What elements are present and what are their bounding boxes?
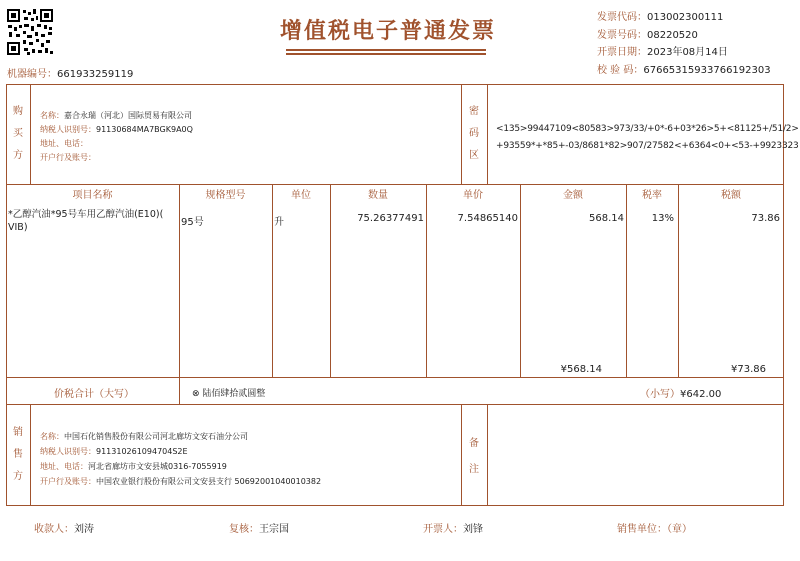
item-price: 7.54865140 bbox=[457, 213, 518, 224]
seller-name: 中国石化销售股份有限公司河北廊坊文安石油分公司 bbox=[64, 432, 248, 441]
machine-number bbox=[7, 65, 133, 80]
buyer-label-char: 方 bbox=[13, 150, 23, 161]
invoice-number: 08220520 bbox=[647, 29, 698, 41]
item-rate: 13% bbox=[651, 213, 674, 224]
payee-name: 刘涛 bbox=[74, 524, 94, 535]
reviewer-label: 复核： bbox=[229, 524, 259, 535]
reviewer-name: 王宗国 bbox=[259, 524, 289, 535]
buyer-bank-row bbox=[40, 152, 96, 163]
buyer-name-row bbox=[40, 110, 192, 121]
title-underline-2 bbox=[286, 53, 486, 55]
seller-bank: 中国农业银行股份有限公司文安县支行 50692001040010382 bbox=[96, 477, 322, 486]
col-divider bbox=[179, 184, 180, 377]
col-divider bbox=[272, 184, 273, 377]
remark-section-label bbox=[467, 431, 481, 483]
seller-taxid-label: 纳税人识别号： bbox=[40, 447, 96, 456]
seller-section-label bbox=[11, 422, 25, 488]
issuer-label: 开票人： bbox=[423, 524, 463, 535]
seller-taxid-row bbox=[40, 446, 188, 457]
buyer-taxid-row bbox=[40, 124, 193, 135]
col-header-unit: 单位 bbox=[291, 190, 311, 201]
divider-total-label bbox=[179, 377, 180, 404]
item-unit: 升 bbox=[274, 217, 284, 228]
item-amount: 568.14 bbox=[589, 213, 624, 224]
item-name-line2: VIB) bbox=[8, 222, 28, 233]
remark-label-char: 备 bbox=[469, 438, 479, 449]
item-name-line1: *乙醇汽油*95号车用乙醇汽油(E10)( bbox=[8, 209, 164, 220]
total-small-label: （小写） bbox=[640, 389, 680, 400]
issue-date: 2023年08月14日 bbox=[647, 47, 728, 58]
seller-taxid: 911310261094704S2E bbox=[96, 447, 188, 456]
issue-date-row bbox=[597, 44, 771, 62]
divider-buyer-password bbox=[461, 84, 462, 184]
password-line: <135>99447109<80583>973/33/+0*-6+03*26>5+<81125+/51/2> bbox=[496, 124, 799, 134]
seller-bank-label: 开户行及账号： bbox=[40, 477, 96, 486]
total-circle-x-icon: ⊗ bbox=[192, 389, 200, 399]
title-underline-1 bbox=[286, 49, 486, 51]
payee-label: 收款人： bbox=[34, 524, 74, 535]
password-label-char: 码 bbox=[469, 128, 479, 139]
issuer bbox=[423, 520, 483, 535]
col-header-amount: 金额 bbox=[563, 190, 583, 201]
buyer-taxid-label: 纳税人识别号： bbox=[40, 125, 96, 134]
buyer-name: 嘉合永瑞（河北）国际贸易有限公司 bbox=[64, 111, 192, 120]
item-qty: 75.26377491 bbox=[357, 213, 424, 224]
password-label-char: 区 bbox=[469, 150, 479, 161]
total-big-label: 价税合计（大写） bbox=[54, 389, 134, 400]
qr-code bbox=[6, 8, 54, 56]
buyer-name-label: 名称： bbox=[40, 111, 64, 120]
password-label-char: 密 bbox=[469, 106, 479, 117]
meta-label: 校 验 码： bbox=[597, 64, 644, 76]
divider-seller-remark bbox=[461, 404, 462, 506]
seller-label-char: 方 bbox=[13, 471, 23, 482]
seller-address: 河北省廊坊市文安县城0316-7055919 bbox=[88, 462, 227, 471]
divider-total-seller bbox=[6, 404, 784, 405]
issuer-name: 刘锋 bbox=[463, 524, 483, 535]
buyer-label-char: 购 bbox=[13, 106, 23, 117]
seller-name-label: 名称： bbox=[40, 432, 64, 441]
tax-total: ¥73.86 bbox=[731, 364, 766, 375]
invoice-code-row bbox=[597, 9, 771, 27]
total-big-amount: 陆佰肆拾贰圆整 bbox=[202, 389, 266, 399]
col-header-rate: 税率 bbox=[642, 190, 662, 201]
seller-address-row bbox=[40, 461, 227, 472]
buyer-address-row bbox=[40, 138, 88, 149]
seller-label-char: 售 bbox=[13, 449, 23, 460]
seller-label-char: 销 bbox=[13, 427, 23, 438]
total-small-amount: ¥642.00 bbox=[680, 389, 722, 400]
buyer-label-char: 买 bbox=[13, 128, 23, 139]
item-tax: 73.86 bbox=[751, 213, 780, 224]
machine-number-value: 661933259119 bbox=[57, 69, 134, 80]
password-section-label bbox=[467, 101, 481, 167]
col-header-spec: 规格型号 bbox=[205, 190, 246, 201]
item-spec: 95号 bbox=[181, 217, 204, 228]
amount-total: ¥568.14 bbox=[560, 364, 602, 375]
seller-name-row bbox=[40, 431, 248, 442]
buyer-taxid: 91130684MA7BGK9A0Q bbox=[96, 125, 193, 134]
divider-buyer-label bbox=[30, 84, 31, 184]
buyer-section-label bbox=[11, 101, 25, 167]
invoice-meta bbox=[597, 9, 771, 79]
seller-address-label: 地址、电话： bbox=[40, 462, 88, 471]
check-code: 67665315933766192303 bbox=[643, 64, 771, 76]
invoice-title: 增值税电子普通发票 bbox=[279, 18, 496, 44]
col-header-qty: 数量 bbox=[368, 190, 388, 201]
divider-items-total bbox=[6, 377, 784, 378]
seller-unit: 销售单位：（章） bbox=[617, 524, 692, 535]
password-area bbox=[496, 121, 799, 155]
buyer-bank-label: 开户行及账号： bbox=[40, 153, 96, 162]
meta-label: 发票代码： bbox=[597, 12, 647, 23]
payee bbox=[34, 520, 94, 535]
buyer-address-label: 地址、电话： bbox=[40, 139, 88, 148]
total-small-row bbox=[640, 385, 721, 400]
machine-number-label: 机器编号： bbox=[7, 69, 57, 80]
col-header-price: 单价 bbox=[463, 190, 483, 201]
col-header-name: 项目名称 bbox=[72, 190, 113, 201]
total-big-amount-row bbox=[192, 386, 265, 399]
password-line: +93559*+*85+-03/8681*82>907/27582<+6364<0+<53-+9923323 bbox=[496, 141, 799, 151]
divider-buyer-items bbox=[6, 184, 784, 185]
divider-password-label bbox=[487, 84, 488, 184]
invoice-code: 013002300111 bbox=[647, 12, 724, 23]
check-code-row bbox=[597, 62, 771, 80]
reviewer bbox=[229, 520, 289, 535]
divider-seller-label bbox=[30, 404, 31, 506]
remark-label-char: 注 bbox=[469, 464, 479, 475]
divider-remark-label bbox=[487, 404, 488, 506]
seller-bank-row bbox=[40, 476, 321, 487]
meta-label: 发票号码： bbox=[597, 29, 647, 41]
meta-label: 开票日期： bbox=[597, 47, 647, 58]
invoice-number-row bbox=[597, 27, 771, 45]
col-header-tax: 税额 bbox=[721, 190, 741, 201]
